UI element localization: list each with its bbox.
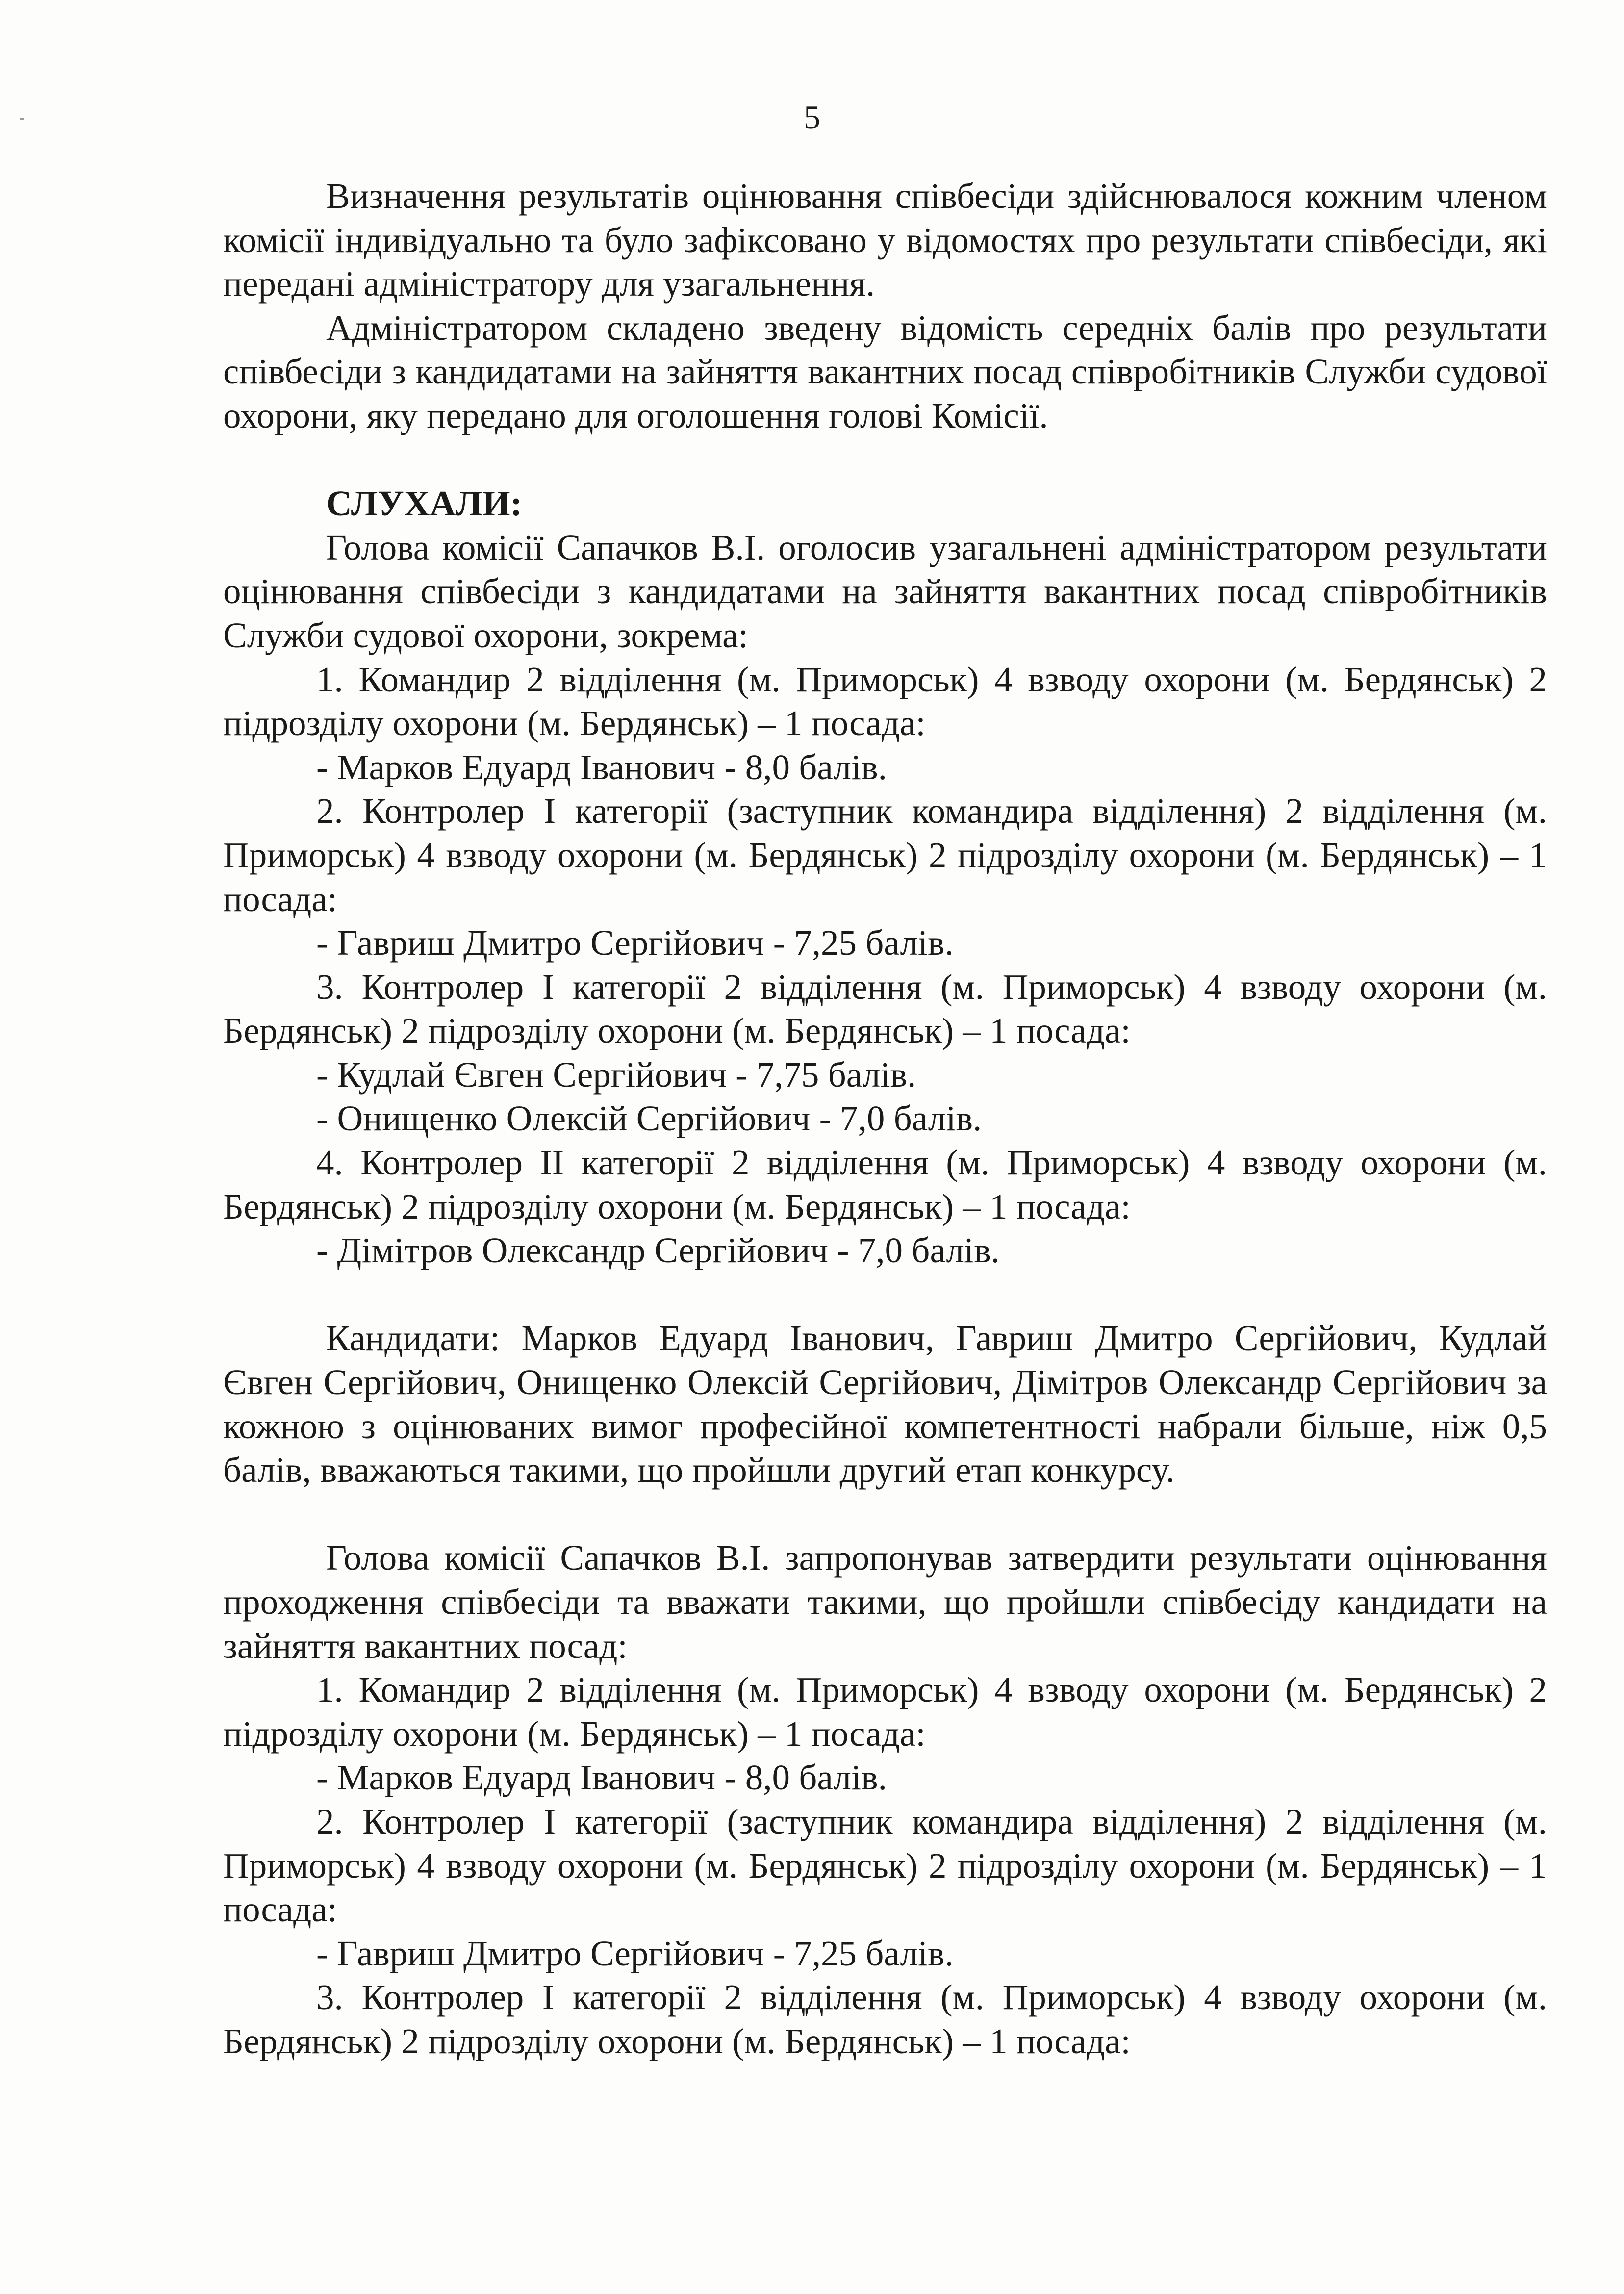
proposal-position-1: 1. Командир 2 відділення (м. Приморськ) 4 взводу охорони (м. Бердянськ) 2 підрозділу охорони (м. Бердянськ) – 1 посада: bbox=[223, 1670, 1547, 1754]
heard-position-2: 2. Контролер І категорії (заступник командира відділення) 2 відділення (м. Приморськ) 4 взводу охорони (м. Бердянськ) 2 підрозділу охорони (м. Бердянськ) – 1 посада: bbox=[223, 791, 1547, 919]
proposal-position-3: 3. Контролер І категорії 2 відділення (м. Приморськ) 4 взводу охорони (м. Бердянськ) 2 підрозділу охорони (м. Бердянськ) – 1 посада: bbox=[223, 1977, 1547, 2061]
heard-intro: Голова комісії Сапачков В.І. оголосив узагальнені адміністратором результати оцінювання співбесіди з кандидатами на зайняття вакантних посад співробітників Служби судової охорони, зокрема: bbox=[223, 527, 1547, 655]
heard-candidate: - Онищенко Олексій Сергійович - 7,0 балів. bbox=[316, 1098, 982, 1139]
document-body bbox=[223, 174, 1547, 2064]
heard-candidate: - Марков Едуард Іванович - 8,0 балів. bbox=[316, 747, 887, 787]
proposal-intro: Голова комісії Сапачков В.І. запропонував затвердити результати оцінювання проходження співбесіди та вважати такими, що пройшли співбесіду кандидати на зайняття вакантних посад: bbox=[223, 1538, 1547, 1666]
heard-candidate: - Гавриш Дмитро Сергійович - 7,25 балів. bbox=[316, 923, 954, 963]
heard-position-4: 4. Контролер ІІ категорії 2 відділення (м. Приморськ) 4 взводу охорони (м. Бердянськ) 2 підрозділу охорони (м. Бердянськ) – 1 посада: bbox=[223, 1143, 1547, 1226]
heard-position-3: 3. Контролер І категорії 2 відділення (м. Приморськ) 4 взводу охорони (м. Бердянськ) 2 підрозділу охорони (м. Бердянськ) – 1 посада: bbox=[223, 967, 1547, 1051]
paragraph-evaluation: Визначення результатів оцінювання співбесіди здійснювалося кожним членом комісії індивідуально та було зафіксовано у відомостях про результати співбесіди, які передані адміністратору для узагальнення. bbox=[223, 176, 1547, 304]
proposal-position-2: 2. Контролер І категорії (заступник командира відділення) 2 відділення (м. Приморськ) 4 взводу охорони (м. Бердянськ) 2 підрозділу охорони (м. Бердянськ) – 1 посада: bbox=[223, 1801, 1547, 1930]
proposal-candidate: - Гавриш Дмитро Сергійович - 7,25 балів. bbox=[316, 1933, 954, 1973]
candidates-paragraph: Кандидати: Марков Едуард Іванович, Гавриш Дмитро Сергійович, Кудлай Євген Сергійович, Онищенко Олексій Сергійович, Дімітров Олександр Сергійович за кожною з оцінюваних вимог професійної компетентності набрали більше, ніж 0,5 балів, вважаються такими, що пройшли другий етап конкурсу. bbox=[223, 1318, 1547, 1490]
page-number: 5 bbox=[804, 99, 820, 136]
heard-candidate: - Дімітров Олександр Сергійович - 7,0 балів. bbox=[316, 1230, 1000, 1271]
heard-candidate: - Кудлай Євген Сергійович - 7,75 балів. bbox=[316, 1054, 916, 1095]
section-heading-heard: СЛУХАЛИ: bbox=[326, 484, 522, 524]
paragraph-summary-sheet: Адміністратором складено зведену відомість середніх балів про результати співбесіди з кандидатами на зайняття вакантних посад співробітників Служби судової охорони, яку передано для оголошення голові Комісії. bbox=[223, 307, 1547, 435]
heard-position-1: 1. Командир 2 відділення (м. Приморськ) 4 взводу охорони (м. Бердянськ) 2 підрозділу охорони (м. Бердянськ) – 1 посада: bbox=[223, 659, 1547, 743]
proposal-candidate: - Марков Едуард Іванович - 8,0 балів. bbox=[316, 1758, 887, 1798]
